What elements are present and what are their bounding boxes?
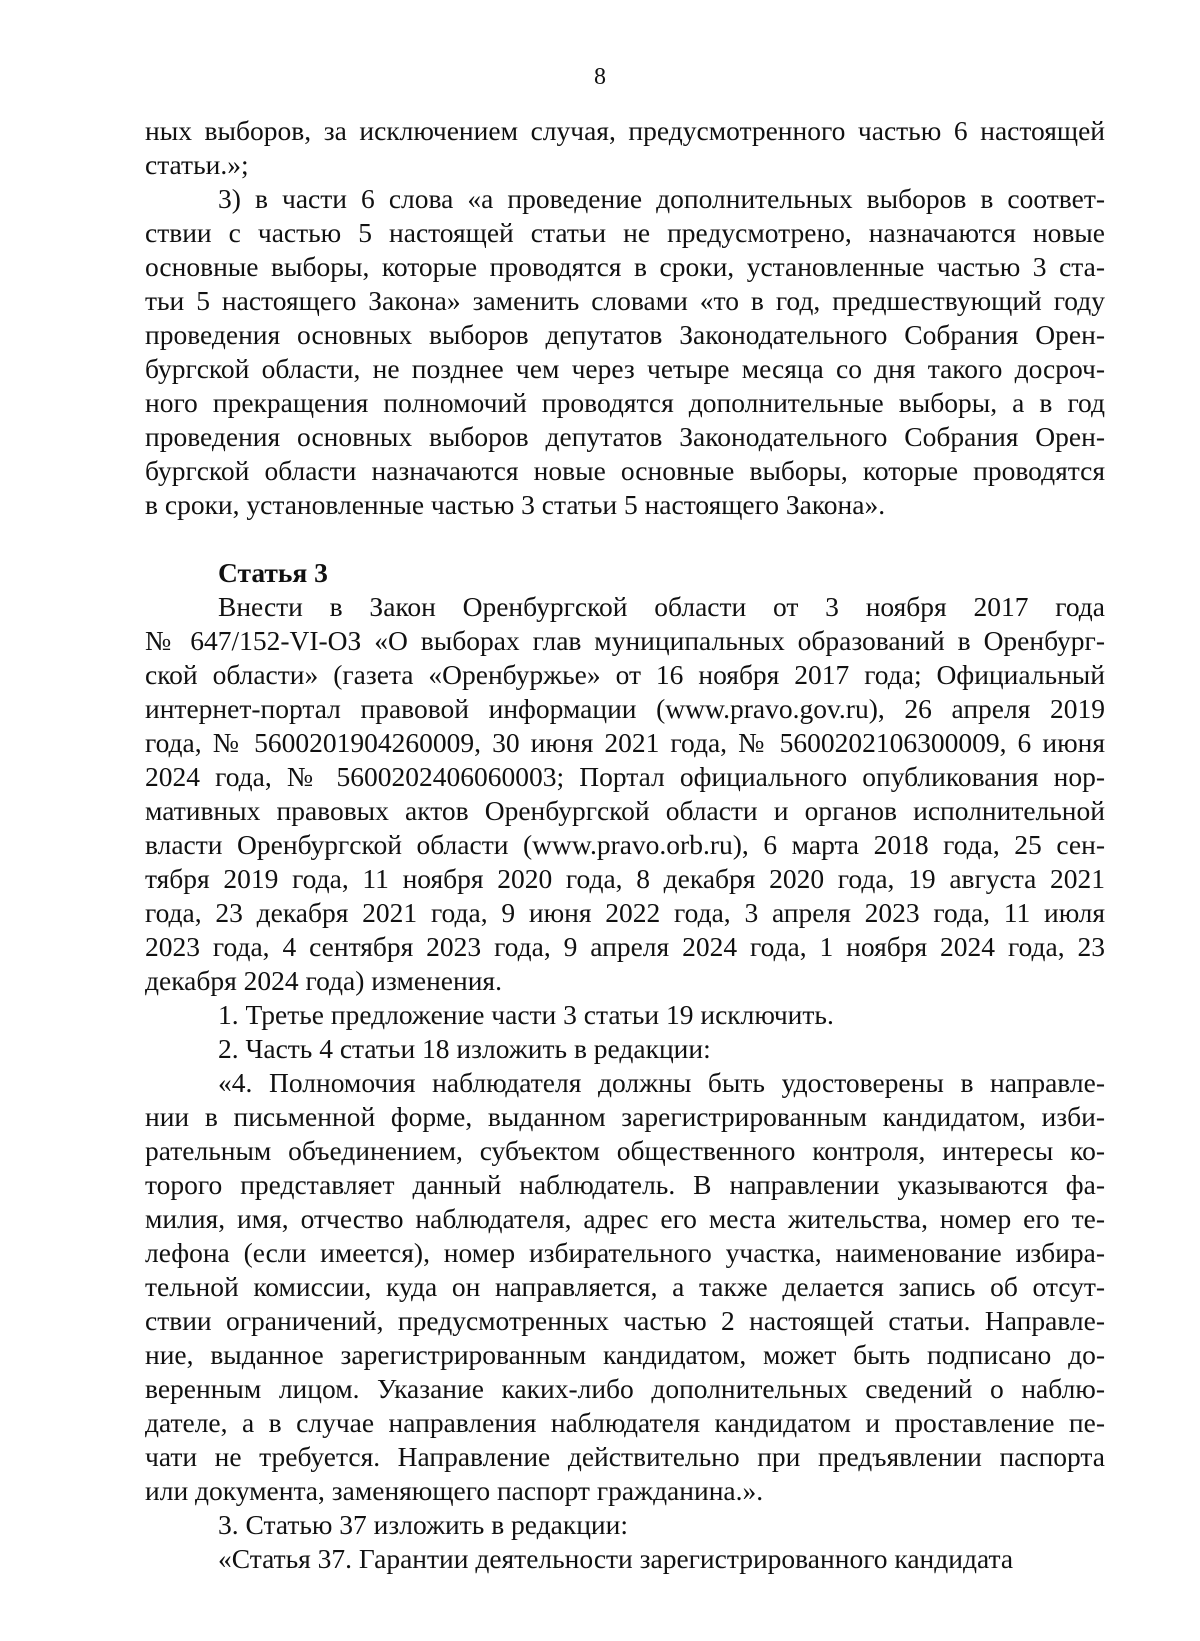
text-line: Внести в Закон Оренбургской области от 3 ноября 2017 года xyxy=(218,591,1105,622)
text-line: чати не требуется. Направление действительно при предъявлении паспорта xyxy=(145,1441,1105,1472)
text-line: года, № 5600201904260009, 30 июня 2021 года, № 5600202106300009, 6 июня xyxy=(145,727,1105,758)
text-line: власти Оренбургской области (www.pravo.orb.ru), 6 марта 2018 года, 25 сен- xyxy=(145,829,1105,860)
text-line: лефона (если имеется), номер избирательного участка, наименование избира- xyxy=(145,1237,1105,1268)
text-line: статьи.»; xyxy=(145,149,249,180)
text-line: «Статья 37. Гарантии деятельности зарегистрированного кандидата xyxy=(218,1543,1014,1574)
text-line: 2023 года, 4 сентября 2023 года, 9 апреля 2024 года, 1 ноября 2024 года, 23 xyxy=(145,931,1105,962)
text-line: нии в письменной форме, выданном зарегистрированным кандидатом, изби- xyxy=(145,1101,1105,1132)
article-heading: Статья 3 xyxy=(218,557,328,588)
text-line: милия, имя, отчество наблюдателя, адрес его места жительства, номер его те- xyxy=(145,1203,1105,1234)
text-line: рательным объединением, субъектом общественного контроля, интересы ко- xyxy=(145,1135,1105,1166)
text-line: ных выборов, за исключением случая, предусмотренного частью 6 настоящей xyxy=(145,115,1105,146)
text-line: 2024 года, № 5600202406060003; Портал официального опубликования нор- xyxy=(145,761,1105,792)
text-line: в сроки, установленные частью 3 статьи 5 настоящего Закона». xyxy=(145,489,886,520)
text-line: «4. Полномочия наблюдателя должны быть удостоверены в направле- xyxy=(218,1067,1105,1098)
text-line: проведения основных выборов депутатов Законодательного Собрания Орен- xyxy=(145,319,1105,350)
text-line: ствии с частью 5 настоящей статьи не предусмотрено, назначаются новые xyxy=(145,217,1105,248)
text-line: 3) в части 6 слова «а проведение дополнительных выборов в соответ- xyxy=(218,183,1105,214)
text-line: или документа, заменяющего паспорт гражданина.». xyxy=(145,1475,764,1506)
text-line: основные выборы, которые проводятся в сроки, установленные частью 3 ста- xyxy=(145,251,1105,282)
text-line: ской области» (газета «Оренбуржье» от 16 ноября 2017 года; Официальный xyxy=(145,659,1105,690)
text-line: проведения основных выборов депутатов Законодательного Собрания Орен- xyxy=(145,421,1105,452)
text-line: дателе, а в случае направления наблюдателя кандидатом и проставление пе- xyxy=(145,1407,1105,1438)
text-line: декабря 2024 года) изменения. xyxy=(145,965,502,996)
text-line: бургской области, не позднее чем через четыре месяца со дня такого досроч- xyxy=(145,353,1105,384)
text-line: тьи 5 настоящего Закона» заменить словами «то в год, предшествующий году xyxy=(145,285,1105,316)
text-line: бургской области назначаются новые основные выборы, которые проводятся xyxy=(145,455,1105,486)
text-line: № 647/152-VI-ОЗ «О выборах глав муниципальных образований в Оренбург- xyxy=(145,625,1105,656)
text-line: веренным лицом. Указание каких-либо дополнительных сведений о наблю- xyxy=(145,1373,1105,1404)
text-line: ние, выданное зарегистрированным кандидатом, может быть подписано до- xyxy=(145,1339,1105,1370)
text-line: тября 2019 года, 11 ноября 2020 года, 8 декабря 2020 года, 19 августа 2021 xyxy=(145,863,1105,894)
text-line: ствии ограничений, предусмотренных частью 2 настоящей статьи. Направле- xyxy=(145,1305,1105,1336)
page-number: 8 xyxy=(594,64,606,90)
text-line: торого представляет данный наблюдатель. В направлении указываются фа- xyxy=(145,1169,1105,1200)
text-line: тельной комиссии, куда он направляется, а также делается запись об отсут- xyxy=(145,1271,1105,1302)
text-line: мативных правовых актов Оренбургской области и органов исполнительной xyxy=(145,795,1105,826)
text-line: интернет-портал правовой информации (www.pravo.gov.ru), 26 апреля 2019 xyxy=(145,693,1105,724)
list-item: 1. Третье предложение части 3 статьи 19 исключить. xyxy=(218,999,834,1030)
list-item: 3. Статью 37 изложить в редакции: xyxy=(218,1509,629,1540)
text-line: ного прекращения полномочий проводятся дополнительные выборы, а в год xyxy=(145,387,1105,418)
text-line: года, 23 декабря 2021 года, 9 июня 2022 года, 3 апреля 2023 года, 11 июля xyxy=(145,897,1105,928)
list-item: 2. Часть 4 статьи 18 изложить в редакции: xyxy=(218,1033,711,1064)
